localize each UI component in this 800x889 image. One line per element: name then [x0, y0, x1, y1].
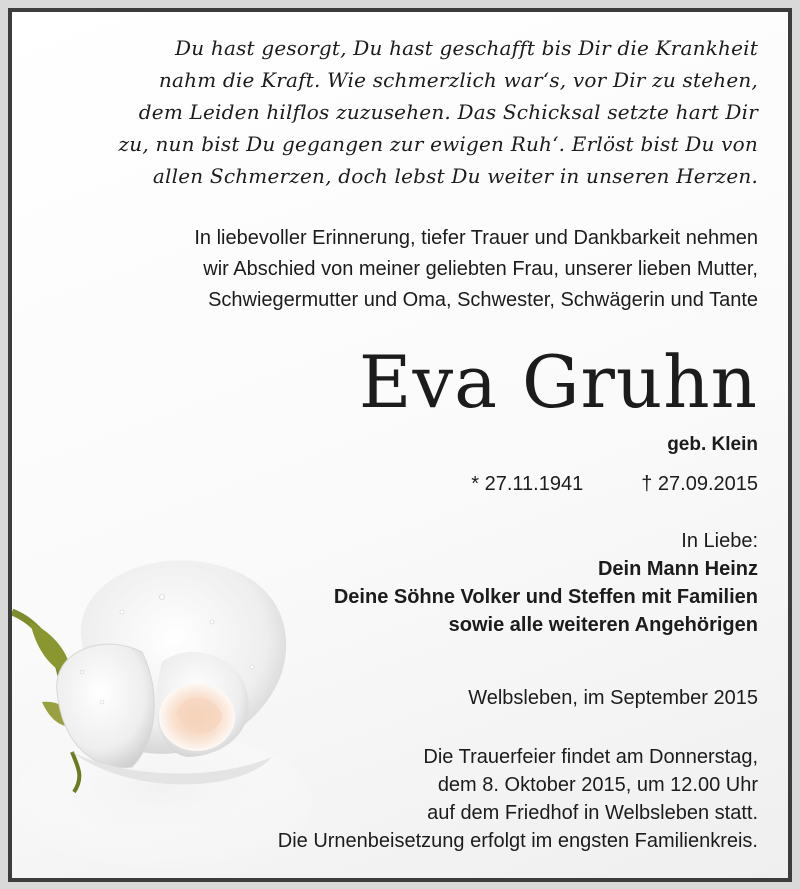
intro-line: wir Abschied von meiner geliebten Frau, unserer lieben Mutter, [203, 258, 758, 280]
funeral-line: Die Urnenbeisetzung erfolgt im engsten Familienkreis. [277, 830, 758, 852]
death-date: † 27.09.2015 [641, 473, 758, 495]
funeral-info [138, 743, 758, 855]
poem-line: dem Leiden hilflos zuzusehen. Das Schicksal setzte hart Dir [138, 100, 758, 124]
birth-name: geb. Klein [667, 434, 758, 455]
mourners [138, 527, 758, 639]
mourners-heading: In Liebe: [681, 530, 758, 552]
poem-line: Du hast gesorgt, Du hast geschafft bis Dir die Krankheit [175, 36, 758, 60]
intro-line: Schwiegermutter und Oma, Schwester, Schwägerin und Tante [208, 289, 758, 311]
funeral-line: dem 8. Oktober 2015, um 12.00 Uhr [437, 774, 758, 796]
life-dates [471, 470, 758, 498]
poem-line: allen Schmerzen, doch lebst Du weiter in unseren Herzen. [152, 164, 758, 188]
mourner-line: sowie alle weiteren Angehörigen [448, 614, 758, 636]
obituary-notice [8, 8, 792, 882]
birth-date: * 27.11.1941 [471, 473, 584, 495]
mourner-line: Dein Mann Heinz [597, 558, 758, 580]
intro-text [38, 223, 758, 316]
mourner-line: Deine Söhne Volker und Steffen mit Familien [333, 586, 758, 608]
poem-line: nahm die Kraft. Wie schmerzlich war‘s, vor Dir zu stehen, [158, 68, 758, 92]
deceased-name: Eva Gruhn [358, 340, 758, 424]
funeral-line: Die Trauerfeier findet am Donnerstag, [423, 746, 758, 768]
poem-line: zu, nun bist Du gegangen zur ewigen Ruh‘. Erlöst bist Du von [118, 132, 758, 156]
funeral-line: auf dem Friedhof in Welbsleben statt. [427, 802, 758, 824]
poem [38, 32, 758, 192]
intro-line: In liebevoller Erinnerung, tiefer Trauer und Dankbarkeit nehmen [194, 227, 758, 249]
place-date: Welbsleben, im September 2015 [468, 687, 758, 709]
